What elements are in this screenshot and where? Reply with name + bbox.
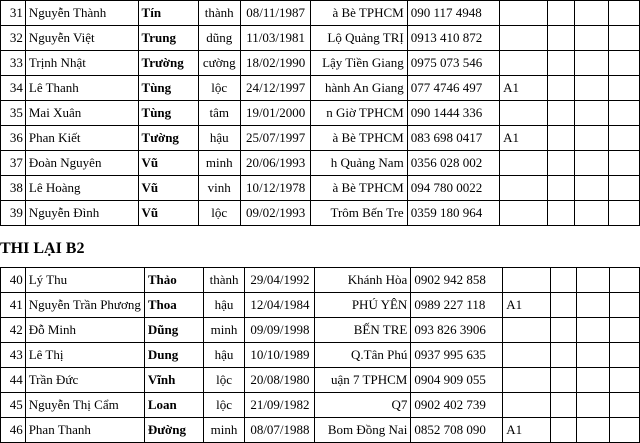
empty-cell (609, 76, 640, 101)
row-number: 44 (1, 368, 26, 393)
license-class-cell (503, 368, 550, 393)
empty-cell (577, 318, 610, 343)
empty-cell (548, 101, 575, 126)
given-name-cell: Thảo (144, 268, 203, 293)
empty-cell (548, 201, 575, 226)
birth-date-cell: 08/11/1987 (240, 1, 310, 26)
note-cell: minh (203, 318, 245, 343)
empty-cell (548, 1, 575, 26)
empty-cell (550, 293, 577, 318)
table-row (1, 393, 640, 418)
row-number: 34 (1, 76, 26, 101)
surname-cell: Nguyễn Việt (25, 26, 138, 51)
license-class-cell: A1 (500, 76, 548, 101)
birth-date-cell: 19/01/2000 (240, 101, 310, 126)
license-class-cell (500, 26, 548, 51)
license-class-cell (500, 1, 548, 26)
row-number: 43 (1, 343, 26, 368)
note-cell: lộc (198, 201, 240, 226)
row-number: 31 (1, 1, 26, 26)
table-row (1, 101, 640, 126)
note-cell: hậu (203, 293, 245, 318)
empty-cell (548, 151, 575, 176)
empty-cell (548, 126, 575, 151)
section-heading: THI LẠI B2 (0, 240, 85, 257)
address-cell: Q.Tân Phú (315, 343, 411, 368)
birth-date-cell: 11/03/1981 (240, 26, 310, 51)
empty-cell (550, 368, 577, 393)
license-class-cell (500, 176, 548, 201)
address-cell: à Bè TPHCM (311, 1, 408, 26)
surname-cell: Lê Thị (25, 343, 144, 368)
empty-cell (548, 26, 575, 51)
note-cell: hậu (198, 126, 240, 151)
empty-cell (550, 268, 577, 293)
empty-cell (548, 76, 575, 101)
license-class-cell (500, 151, 548, 176)
note-cell: lộc (198, 76, 240, 101)
birth-date-cell: 12/04/1984 (245, 293, 315, 318)
empty-cell (575, 51, 609, 76)
phone-cell: 0852 708 090 (411, 418, 503, 443)
given-name-cell: Vũ (138, 201, 198, 226)
note-cell: hậu (203, 343, 245, 368)
given-name-cell: Tường (138, 126, 198, 151)
phone-cell: 0902 942 858 (411, 268, 503, 293)
address-cell: Bom Đồng Nai (315, 418, 411, 443)
phone-cell: 083 698 0417 (407, 126, 499, 151)
row-number: 36 (1, 126, 26, 151)
row-number: 46 (1, 418, 26, 443)
table-row (1, 201, 640, 226)
surname-cell: Nguyễn Trần Phương (25, 293, 144, 318)
license-class-cell (503, 318, 550, 343)
empty-cell (609, 201, 640, 226)
birth-date-cell: 29/04/1992 (245, 268, 315, 293)
empty-cell (610, 368, 640, 393)
address-cell: Q7 (315, 393, 411, 418)
empty-cell (577, 293, 610, 318)
empty-cell (550, 393, 577, 418)
note-cell: lộc (203, 368, 245, 393)
table-row (1, 151, 640, 176)
phone-cell: 090 1444 336 (407, 101, 499, 126)
empty-cell (577, 368, 610, 393)
phone-cell: 077 4746 497 (407, 76, 499, 101)
surname-cell: Lê Thanh (25, 76, 138, 101)
address-cell: uận 7 TPHCM (315, 368, 411, 393)
empty-cell (550, 318, 577, 343)
note-cell: minh (203, 418, 245, 443)
phone-cell: 0989 227 118 (411, 293, 503, 318)
surname-cell: Phan Kiết (25, 126, 138, 151)
license-class-cell (503, 268, 550, 293)
phone-cell: 090 117 4948 (407, 1, 499, 26)
table-row (1, 368, 640, 393)
address-cell: Lậy Tiền Giang (311, 51, 408, 76)
surname-cell: Nguyễn Thị Cẩm (25, 393, 144, 418)
surname-cell: Trần Đức (25, 368, 144, 393)
address-cell: PHÚ YÊN (315, 293, 411, 318)
surname-cell: Nguyễn Thành (25, 1, 138, 26)
surname-cell: Lý Thu (25, 268, 144, 293)
row-number: 35 (1, 101, 26, 126)
row-number: 32 (1, 26, 26, 51)
given-name-cell: Thoa (144, 293, 203, 318)
given-name-cell: Trung (138, 26, 198, 51)
given-name-cell: Vũ (138, 151, 198, 176)
phone-cell: 0975 073 546 (407, 51, 499, 76)
note-cell: cường (198, 51, 240, 76)
note-cell: tâm (198, 101, 240, 126)
birth-date-cell: 25/07/1997 (240, 126, 310, 151)
license-class-cell (500, 201, 548, 226)
birth-date-cell: 18/02/1990 (240, 51, 310, 76)
table-row (1, 268, 640, 293)
phone-cell: 0359 180 964 (407, 201, 499, 226)
table-row (1, 318, 640, 343)
empty-cell (550, 343, 577, 368)
table-row (1, 418, 640, 443)
table-row (1, 76, 640, 101)
row-number: 45 (1, 393, 26, 418)
note-cell: thành (198, 1, 240, 26)
table-row (1, 26, 640, 51)
empty-cell (575, 126, 609, 151)
birth-date-cell: 09/02/1993 (240, 201, 310, 226)
phone-cell: 0902 402 739 (411, 393, 503, 418)
birth-date-cell: 21/09/1982 (245, 393, 315, 418)
address-cell: BẾN TRE (315, 318, 411, 343)
table-row (1, 126, 640, 151)
candidate-table-retake-b2 (0, 267, 640, 443)
table-row (1, 51, 640, 76)
address-cell: Lộ Quảng TRỊ (311, 26, 408, 51)
surname-cell: Nguyễn Đình (25, 201, 138, 226)
address-cell: à Bè TPHCM (311, 126, 408, 151)
row-number: 42 (1, 318, 26, 343)
empty-cell (610, 418, 640, 443)
given-name-cell: Loan (144, 393, 203, 418)
license-class-cell: A1 (500, 126, 548, 151)
birth-date-cell: 10/12/1978 (240, 176, 310, 201)
given-name-cell: Tín (138, 1, 198, 26)
empty-cell (575, 151, 609, 176)
table-row (1, 176, 640, 201)
birth-date-cell: 20/08/1980 (245, 368, 315, 393)
note-cell: lộc (203, 393, 245, 418)
row-number: 41 (1, 293, 26, 318)
empty-cell (575, 76, 609, 101)
given-name-cell: Dũng (144, 318, 203, 343)
birth-date-cell: 09/09/1998 (245, 318, 315, 343)
empty-cell (577, 393, 610, 418)
surname-cell: Trịnh Nhật (25, 51, 138, 76)
empty-cell (609, 126, 640, 151)
address-cell: n Giờ TPHCM (311, 101, 408, 126)
given-name-cell: Vũ (138, 176, 198, 201)
row-number: 33 (1, 51, 26, 76)
table-row (1, 293, 640, 318)
empty-cell (575, 201, 609, 226)
empty-cell (575, 1, 609, 26)
empty-cell (577, 343, 610, 368)
license-class-cell: A1 (503, 293, 550, 318)
phone-cell: 0913 410 872 (407, 26, 499, 51)
license-class-cell (503, 393, 550, 418)
surname-cell: Lê Hoàng (25, 176, 138, 201)
given-name-cell: Trường (138, 51, 198, 76)
empty-cell (577, 268, 610, 293)
surname-cell: Mai Xuân (25, 101, 138, 126)
surname-cell: Đoàn Nguyên (25, 151, 138, 176)
birth-date-cell: 20/06/1993 (240, 151, 310, 176)
address-cell: hành An Giang (311, 76, 408, 101)
empty-cell (550, 418, 577, 443)
row-number: 39 (1, 201, 26, 226)
given-name-cell: Vĩnh (144, 368, 203, 393)
phone-cell: 094 780 0022 (407, 176, 499, 201)
phone-cell: 0937 995 635 (411, 343, 503, 368)
license-class-cell (500, 101, 548, 126)
empty-cell (610, 393, 640, 418)
empty-cell (610, 318, 640, 343)
address-cell: à Bè TPHCM (311, 176, 408, 201)
license-class-cell (503, 343, 550, 368)
birth-date-cell: 10/10/1989 (245, 343, 315, 368)
given-name-cell: Tùng (138, 101, 198, 126)
phone-cell: 0356 028 002 (407, 151, 499, 176)
given-name-cell: Dung (144, 343, 203, 368)
row-number: 38 (1, 176, 26, 201)
phone-cell: 093 826 3906 (411, 318, 503, 343)
row-number: 37 (1, 151, 26, 176)
empty-cell (609, 176, 640, 201)
empty-cell (610, 268, 640, 293)
birth-date-cell: 08/07/1988 (245, 418, 315, 443)
license-class-cell (500, 51, 548, 76)
row-number: 40 (1, 268, 26, 293)
empty-cell (609, 1, 640, 26)
note-cell: thành (203, 268, 245, 293)
license-class-cell: A1 (503, 418, 550, 443)
empty-cell (609, 101, 640, 126)
empty-cell (609, 151, 640, 176)
given-name-cell: Đường (144, 418, 203, 443)
address-cell: h Quảng Nam (311, 151, 408, 176)
address-cell: Khánh Hòa (315, 268, 411, 293)
empty-cell (575, 26, 609, 51)
birth-date-cell: 24/12/1997 (240, 76, 310, 101)
surname-cell: Phan Thanh (25, 418, 144, 443)
empty-cell (577, 418, 610, 443)
given-name-cell: Tùng (138, 76, 198, 101)
empty-cell (548, 176, 575, 201)
phone-cell: 0904 909 055 (411, 368, 503, 393)
note-cell: dũng (198, 26, 240, 51)
empty-cell (575, 101, 609, 126)
empty-cell (610, 343, 640, 368)
empty-cell (575, 176, 609, 201)
table-row (1, 343, 640, 368)
note-cell: minh (198, 151, 240, 176)
address-cell: Trôm Bến Tre (311, 201, 408, 226)
note-cell: vinh (198, 176, 240, 201)
empty-cell (609, 26, 640, 51)
empty-cell (548, 51, 575, 76)
empty-cell (609, 51, 640, 76)
empty-cell (610, 293, 640, 318)
surname-cell: Đỗ Minh (25, 318, 144, 343)
table-row (1, 1, 640, 26)
